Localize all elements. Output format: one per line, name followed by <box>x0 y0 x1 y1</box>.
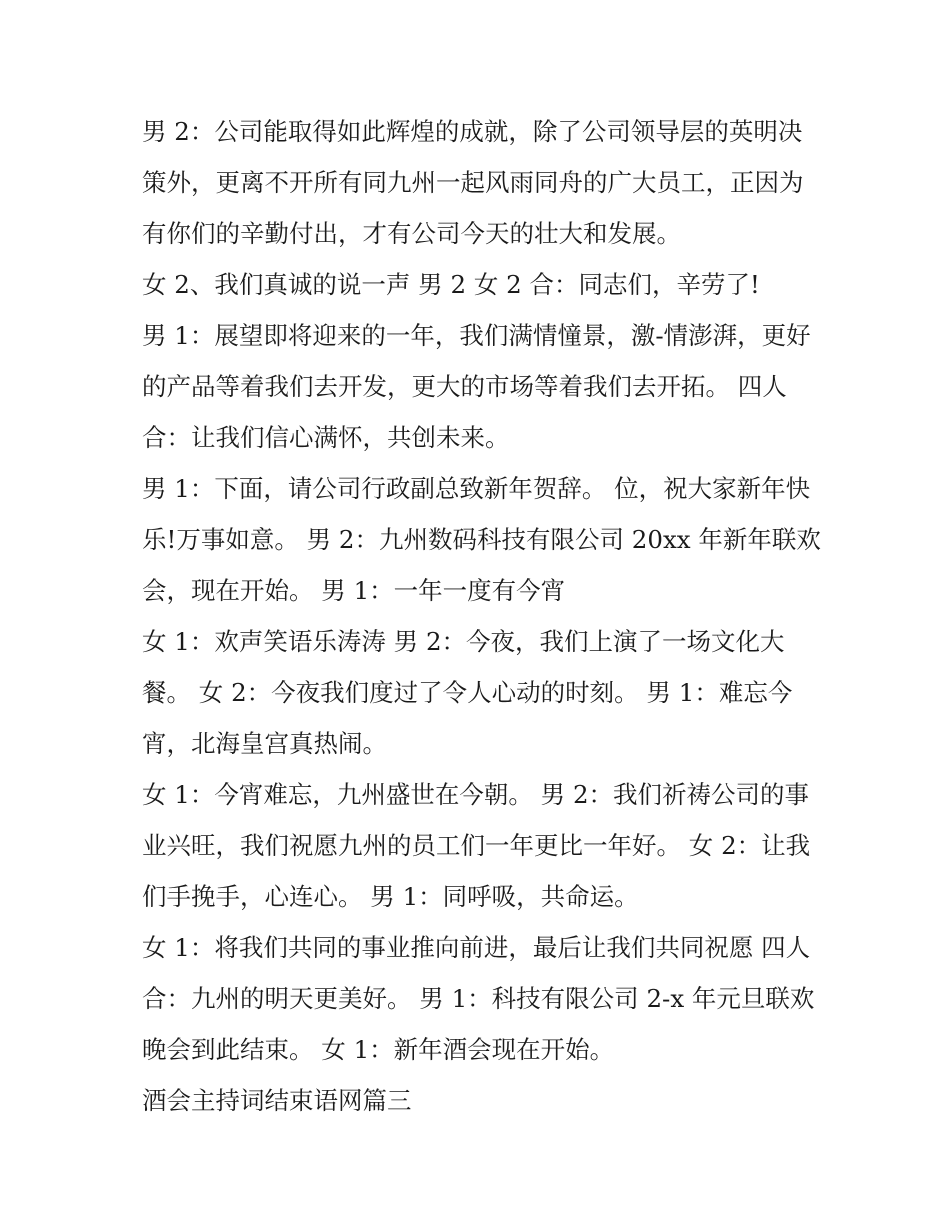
paragraph <box>142 106 822 259</box>
text-line: 餐。 女 2：今夜我们度过了令人心动的时刻。 男 1：难忘今 <box>142 678 793 707</box>
text-line: 女 1：欢声笑语乐涛涛 男 2：今夜，我们上演了一场文化大 <box>142 627 785 656</box>
section-heading <box>142 1075 822 1126</box>
text-line: 男 1：下面，请公司行政副总致新年贺辞。 位，祝大家新年快 <box>142 474 811 503</box>
paragraph <box>142 769 822 922</box>
text-line: 酒会主持词结束语网篇三 <box>142 1086 412 1115</box>
paragraph <box>142 616 822 769</box>
text-line: 的产品等着我们去开发，更大的市场等着我们去开拓。 四人 <box>142 372 787 401</box>
paragraph <box>142 922 822 1075</box>
text-line: 策外，更离不开所有同九州一起风雨同舟的广大员工，正因为 <box>142 168 804 197</box>
text-line: 有你们的辛勤付出，才有公司今天的壮大和发展。 <box>142 219 681 248</box>
text-line: 宵，北海皇宫真热闹。 <box>142 729 387 758</box>
text-line: 女 1：将我们共同的事业推向前进，最后让我们共同祝愿 四人 <box>142 933 811 962</box>
text-line: 女 2、我们真诚的说一声 男 2 女 2 合：同志们，辛劳了! <box>142 270 760 299</box>
text-line: 合：九州的明天更美好。 男 1：科技有限公司 2-x 年元旦联欢 <box>142 984 815 1013</box>
text-line: 男 1：展望即将迎来的一年，我们满情憧景，激-情澎湃，更好 <box>142 321 811 350</box>
text-line: 晚会到此结束。 女 1：新年酒会现在开始。 <box>142 1035 615 1064</box>
paragraph <box>142 310 822 463</box>
text-line: 女 1：今宵难忘，九州盛世在今朝。 男 2：我们祈祷公司的事 <box>142 780 810 809</box>
paragraph <box>142 259 822 310</box>
text-line: 男 2：公司能取得如此辉煌的成就，除了公司领导层的英明决 <box>142 117 803 146</box>
text-line: 业兴旺，我们祝愿九州的员工们一年更比一年好。 女 2：让我 <box>142 831 811 860</box>
document-body <box>142 106 822 1126</box>
paragraph <box>142 463 822 616</box>
text-line: 合：让我们信心满怀，共创未来。 <box>142 423 510 452</box>
text-line: 们手挽手，心连心。 男 1：同呼吸，共命运。 <box>142 882 639 911</box>
text-line: 乐!万事如意。 男 2：九州数码科技有限公司 20xx 年新年联欢 <box>142 525 821 554</box>
text-line: 会，现在开始。 男 1：一年一度有今宵 <box>142 576 566 605</box>
